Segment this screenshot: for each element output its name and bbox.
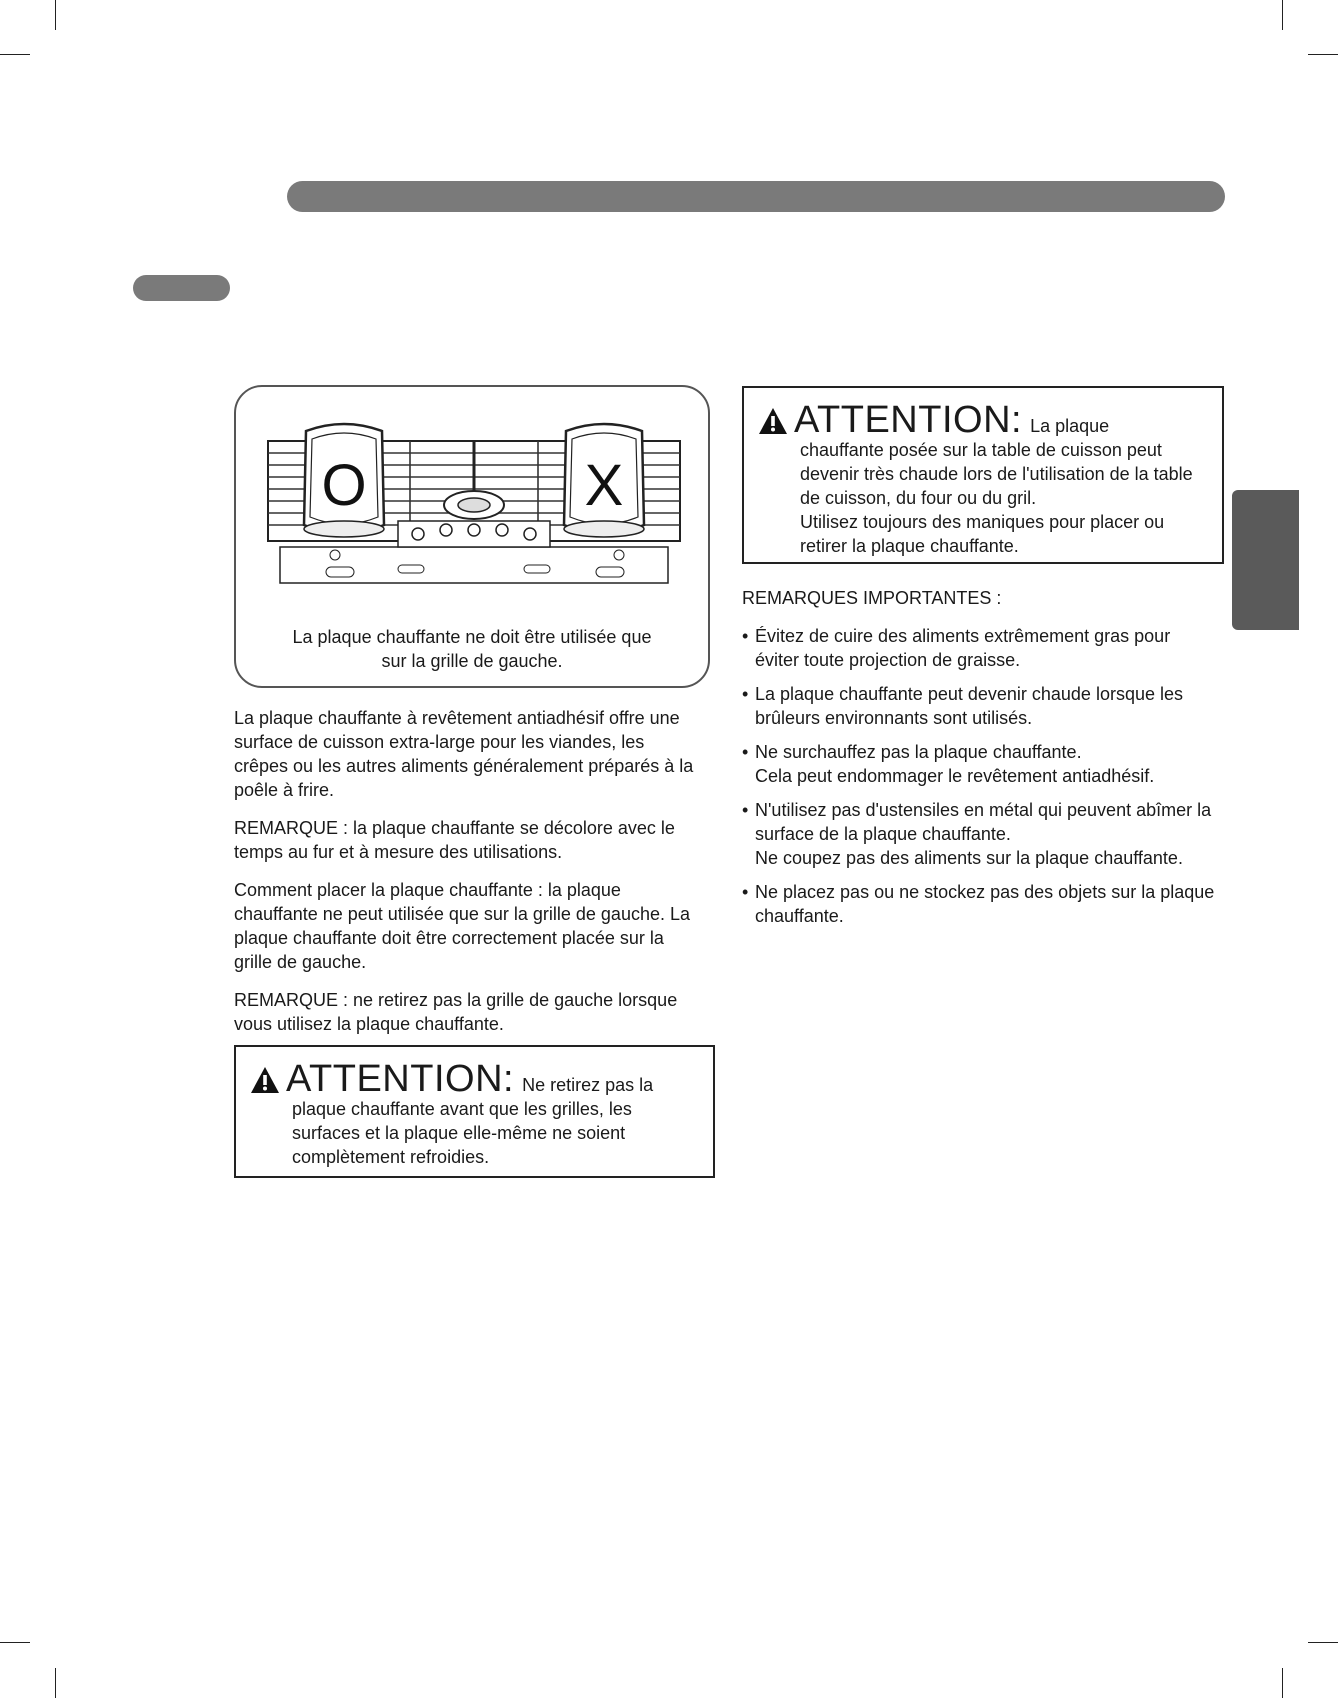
attention-box-top <box>742 386 1224 564</box>
left-column <box>234 706 700 1050</box>
attention-heading: ATTENTION: <box>286 1058 515 1100</box>
list-item: • Évitez de cuire des aliments extrêmement gras pour éviter toute projection de graisse. <box>742 626 1171 670</box>
list-item: • Ne placez pas ou ne stockez pas des objets sur la plaque chauffante. <box>742 882 1215 926</box>
warning-icon <box>250 1066 280 1094</box>
section-header-bar <box>287 181 1225 212</box>
important-notes <box>742 586 1218 938</box>
cooktop-figure <box>234 385 710 688</box>
crop-mark <box>55 1668 56 1698</box>
note-discolor: REMARQUE : la plaque chauffante se décolore avec le temps au fur et à mesure des utilisations. <box>234 818 675 862</box>
placement-paragraph: Comment placer la plaque chauffante : la plaque chauffante ne peut utilisée que sur la grille de gauche. La plaque chauffante doit être correctement placée sur la grille de gauche. <box>234 880 690 972</box>
crop-mark <box>1282 1668 1283 1698</box>
chapter-side-tab <box>1232 490 1299 630</box>
subsection-pill <box>133 275 230 301</box>
list-item: • Ne surchauffez pas la plaque chauffante. Cela peut endommager le revêtement antiadhésif. <box>742 742 1155 786</box>
attention-text: chauffante posée sur la table de cuisson peut devenir très chaude lors de l'utilisation de la table de cuisson, du four ou du gril. Utilisez toujours des maniques pour placer ou retirer la plaque chauffante. <box>800 440 1193 556</box>
attention-box-bottom <box>234 1045 715 1178</box>
notes-title: REMARQUES IMPORTANTES : <box>742 588 1002 608</box>
note-grate: REMARQUE : ne retirez pas la grille de gauche lorsque vous utilisez la plaque chauffante. <box>234 990 678 1034</box>
attention-heading: ATTENTION: <box>794 399 1023 441</box>
not-ok-label: X <box>584 453 624 518</box>
attention-first-line: La plaque <box>1030 416 1110 436</box>
crop-mark <box>1308 1642 1338 1643</box>
crop-mark <box>1282 0 1283 30</box>
list-item: • La plaque chauffante peut devenir chaude lorsque les brûleurs environnants sont utilisés. <box>742 684 1183 728</box>
attention-first-line: Ne retirez pas la <box>522 1075 654 1095</box>
crop-mark <box>55 0 56 30</box>
crop-mark <box>0 1642 30 1643</box>
cooktop-illustration <box>258 417 690 617</box>
intro-paragraph: La plaque chauffante à revêtement antiadhésif offre une surface de cuisson extra-large pour les viandes, les crêpes ou les autres aliments généralement préparés à la poêle à frire. <box>234 708 694 800</box>
crop-mark <box>0 54 30 55</box>
list-item: • N'utilisez pas d'ustensiles en métal qui peuvent abîmer la surface de la plaque chauffante. Ne coupez pas des aliments sur la plaque chauffante. <box>742 800 1212 868</box>
warning-icon <box>758 407 788 435</box>
attention-text: plaque chauffante avant que les grilles, les surfaces et la plaque elle-même ne soient complètement refroidies. <box>292 1099 632 1167</box>
ok-label: O <box>321 453 367 518</box>
figure-caption: La plaque chauffante ne doit être utilisée que sur la grille de gauche. <box>292 627 652 671</box>
crop-mark <box>1308 54 1338 55</box>
